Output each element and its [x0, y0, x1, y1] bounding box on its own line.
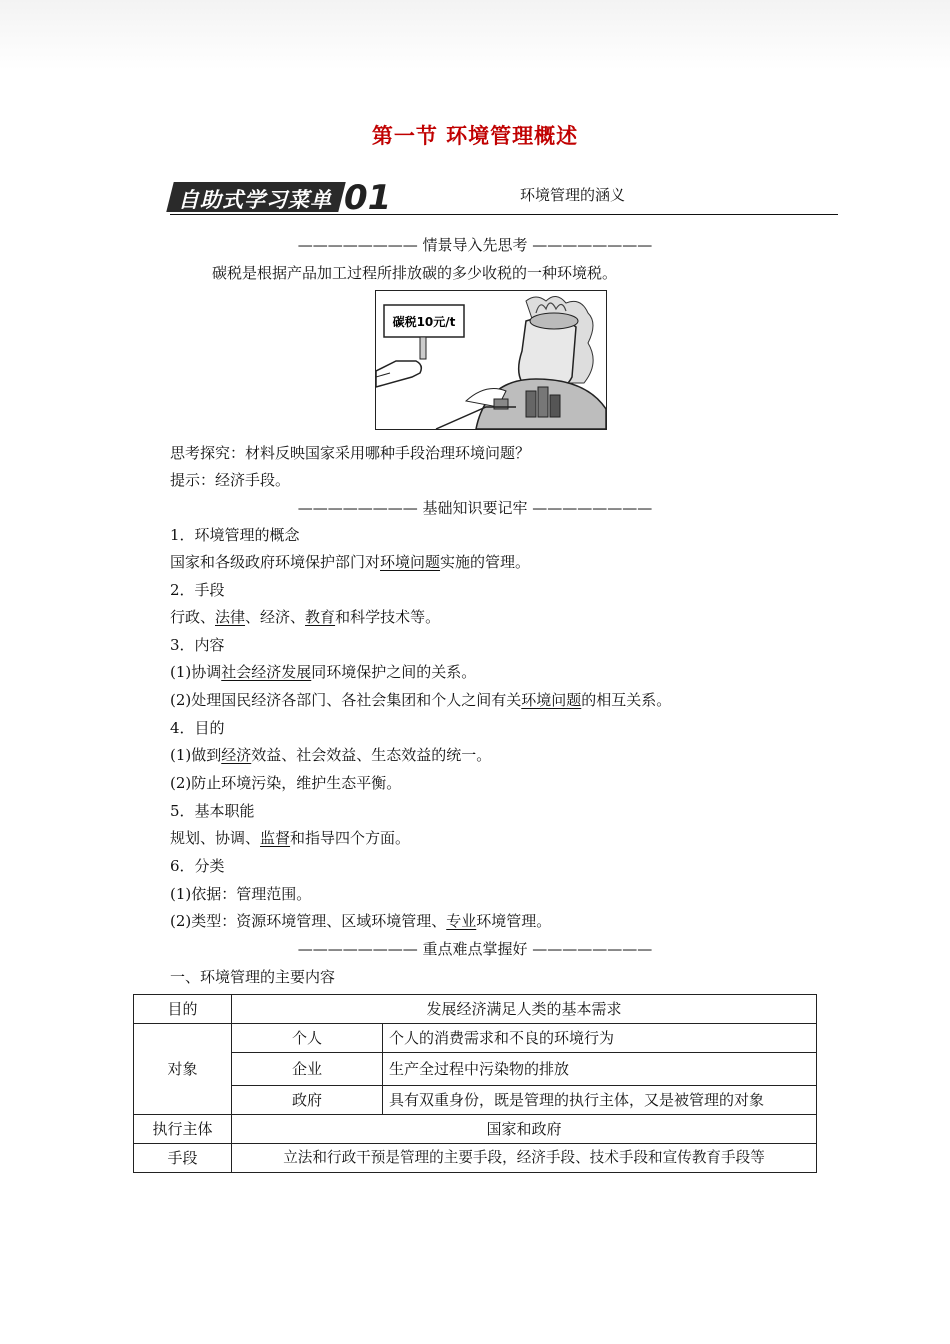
table-row	[134, 1144, 817, 1173]
self-study-menu-badge	[170, 178, 392, 218]
management-content-table	[133, 994, 817, 1173]
table-cell-label: 目的	[134, 995, 232, 1024]
basic-line-2	[170, 606, 440, 627]
page-title: 第一节 环境管理概述	[371, 124, 579, 148]
table-cell-value: 个人的消费需求和不良的环境行为	[383, 1024, 817, 1053]
text-run: (2)处理国民经济各部门、各社会集团和个人之间有关	[170, 691, 522, 709]
basic-heading-2: 2．手段	[170, 581, 225, 599]
basic-line-6b	[170, 910, 551, 931]
basic-line-4b: (2)防止环境污染，维护生态平衡。	[170, 774, 402, 792]
basic-line-5	[170, 827, 410, 848]
menu-badge-text: 自助式学习菜单	[178, 188, 332, 212]
think-question: 思考探究：材料反映国家采用哪种手段治理环境问题？	[170, 444, 531, 462]
menu-badge-number: 01	[344, 178, 392, 218]
section-key-heading: ———————— 重点难点掌握好 ————————	[297, 940, 653, 958]
text-run: 规划、协调、	[170, 829, 261, 847]
underlined-keyword: 专业	[446, 912, 477, 930]
basic-heading-6: 6．分类	[170, 857, 225, 875]
text-run: 和指导四个方面。	[290, 829, 411, 847]
page-top-shade	[0, 0, 950, 70]
basic-line-3a	[170, 661, 476, 682]
cartoon-illustration	[376, 291, 606, 429]
text-run: 、经济、	[245, 608, 306, 626]
basic-line-6a: (1)依据：管理范围。	[170, 885, 312, 903]
think-hint: 提示：经济手段。	[170, 471, 291, 489]
cartoon-sign-text: 碳税10元/t	[392, 315, 456, 329]
basic-heading-3: 3．内容	[170, 636, 225, 654]
text-run: 的相互关系。	[581, 691, 672, 709]
text-run: 实施的管理。	[440, 553, 531, 571]
underlined-keyword: 环境问题	[521, 691, 582, 709]
table-cell-value: 具有双重身份，既是管理的执行主体，又是被管理的对象	[383, 1086, 817, 1115]
basic-heading-1: 1．环境管理的概念	[170, 526, 300, 544]
table-cell-sublabel: 企业	[232, 1053, 383, 1086]
underlined-keyword: 环境问题	[380, 553, 441, 571]
carbon-tax-cartoon	[375, 290, 607, 430]
table-cell-value: 发展经济满足人类的基本需求	[232, 995, 817, 1024]
header-rule	[170, 214, 838, 215]
underlined-keyword: 社会经济发展	[221, 663, 312, 681]
basic-line-3b	[170, 689, 671, 710]
underlined-keyword: 经济	[221, 746, 252, 764]
section-intro-heading: ———————— 情景导入先思考 ————————	[297, 236, 653, 254]
underlined-keyword: 监督	[260, 829, 291, 847]
table-cell-value: 生产全过程中污染物的排放	[383, 1053, 817, 1086]
intro-paragraph: 碳税是根据产品加工过程所排放碳的多少收税的一种环境税。	[212, 264, 618, 282]
text-run: 同环境保护之间的关系。	[311, 663, 477, 681]
table-cell-sublabel: 个人	[232, 1024, 383, 1053]
table-cell-value: 国家和政府	[232, 1115, 817, 1144]
table-cell-label: 执行主体	[134, 1115, 232, 1144]
text-run: (2)类型：资源环境管理、区域环境管理、	[170, 912, 447, 930]
table-cell-label: 对象	[134, 1024, 232, 1115]
table-row	[134, 1053, 817, 1086]
basic-line-1	[170, 551, 530, 572]
basic-heading-5: 5．基本职能	[170, 802, 255, 820]
basic-heading-4: 4．目的	[170, 719, 225, 737]
table-cell-value: 立法和行政干预是管理的主要手段，经济手段、技术手段和宣传教育手段等	[232, 1144, 817, 1173]
text-run: 和科学技术等。	[335, 608, 441, 626]
table-row	[134, 1024, 817, 1053]
table-row	[134, 995, 817, 1024]
table-cell-sublabel: 政府	[232, 1086, 383, 1115]
key-heading: 一、环境管理的主要内容	[170, 968, 336, 986]
table-row	[134, 1115, 817, 1144]
text-run: (1)协调	[170, 663, 222, 681]
underlined-keyword: 法律	[215, 608, 246, 626]
section-basic-heading: ———————— 基础知识要记牢 ————————	[297, 499, 653, 517]
table-cell-label: 手段	[134, 1144, 232, 1173]
text-run: 环境管理。	[476, 912, 552, 930]
underlined-keyword: 教育	[305, 608, 336, 626]
text-run: 国家和各级政府环境保护部门对	[170, 553, 381, 571]
text-run: (1)做到	[170, 746, 222, 764]
table-row	[134, 1086, 817, 1115]
text-run: 效益、社会效益、生态效益的统一。	[251, 746, 492, 764]
section-subtitle: 环境管理的涵义	[520, 186, 626, 204]
text-run: 行政、	[170, 608, 216, 626]
basic-line-4a	[170, 744, 491, 765]
